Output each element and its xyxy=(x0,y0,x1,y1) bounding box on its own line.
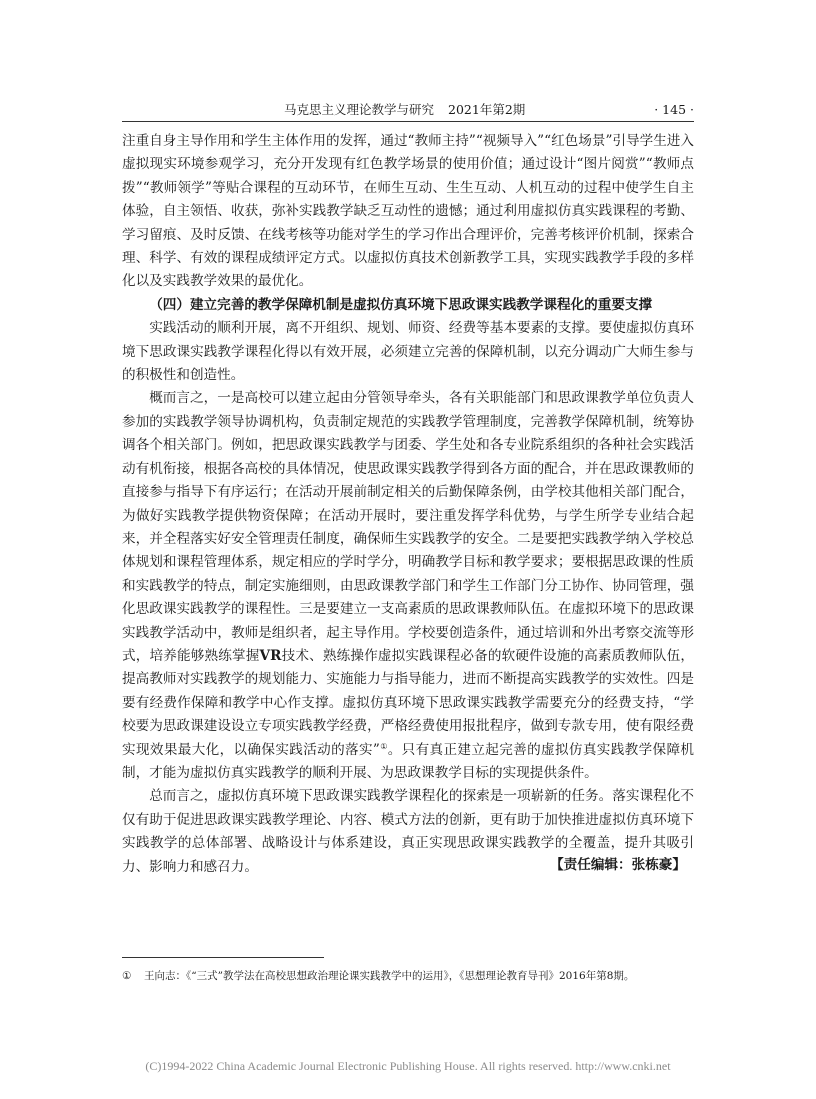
paragraph xyxy=(122,387,694,785)
paragraph-text: 技术、熟练操作虚拟实践课程必备的软硬件设施的高素质教师队伍，提高教师对实践教学的规划能力、实施能力与指导能力，进而不断提高实践教学的实效性。四是要有经费作保障和教学中心作支撑。虚拟仿真环境下思政课实践教学需要充分的经费支持，“学校要为思政课建设设立专项实践教学经费，严格经费使用报批程序，做到专款专用，使有限经费实现效果最大化，以确保实践活动的落实” xyxy=(122,647,695,758)
journal-issue: 2021年第2期 xyxy=(448,102,526,117)
paragraph-text: 概而言之，一是高校可以建立起由分管领导牵头，各有关职能部门和思政课教学单位负责人参加的实践教学领导协调机构，负责制定规范的实践教学管理制度，完善教学保障机制，统筹协调各个相关部门。例如，把思政课实践教学与团委、学生处和各专业院系组织的各种社会实践活动有机衔接，根据各高校的具体情况，使思政课实践教学得到各方面的配合，并在思政课教师的直接参与指导下有序运行；在活动开展前制定相关的后勤保障条例，由学校其他相关部门配合，为做好实践教学提供物资保障；在活动开展时，要注重发挥学科优势，与学生所学专业结合起来，并全程落实好安全管理责任制度，确保师生实践教学的安全。二是要把实践教学纳入学校总体规划和课程管理体系，规定相应的学时学分，明确教学目标和教学要求；要根据思政课的性质和实践教学的特点，制定实施细则，由思政课教学部门和学生工作部门分工协作、协同管理，强化思政课实践教学的课程性。三是要建立一支高素质的思政课教师队伍。在虚拟环境下的思政课实践教学活动中，教师是组织者，起主导作用。学校要创造条件，通过培训和外出考察交流等形式，培养能够熟练掌握 xyxy=(122,390,694,664)
footnote xyxy=(122,968,634,984)
footnote-divider xyxy=(122,957,324,958)
page-number: · 145 · xyxy=(654,102,694,117)
footnote-reference[interactable]: ① xyxy=(379,741,388,751)
copyright-notice: (C)1994-2022 China Academic Journal Electronic Publishing House. All rights reserved. http://www.cnki.net xyxy=(145,1059,671,1073)
footnote-mark: ① xyxy=(122,970,132,982)
section-heading: （四）建立完善的教学保障机制是虚拟仿真环境下思政课实践教学课程化的重要支撑 xyxy=(149,296,653,313)
paragraph: 实践活动的顺利开展，离不开组织、规划、师资、经费等基本要素的支撑。要使虚拟仿真环境下思政课实践教学课程化得以有效开展，必须建立完善的保障机制，以充分调动广大师生参与的积极性和创造性。 xyxy=(122,320,694,384)
running-header xyxy=(122,101,694,122)
paragraph: 总而言之，虚拟仿真环境下思政课实践教学课程化的探索是一项崭新的任务。落实课程化不仅有助于促进思政课实践教学理论、内容、模式方法的创新，更有助于加快推进虚拟仿真环境下实践教学的总体部署、战略设计与体系建设，真正实现思政课实践教学的全覆盖，提升其吸引力、影响力和感召力。 xyxy=(122,788,694,875)
journal-title: 马克思主义理论教学与研究 2021年第2期 xyxy=(284,102,526,117)
responsible-editor: 【责任编辑：张栋豪】 xyxy=(550,857,686,873)
footnote-text: 王向志：《“三式”教学法在高校思想政治理论课实践教学中的运用》，《思想理论教育导刊》2016年第8期。 xyxy=(144,970,635,982)
paragraph-continued: 注重自身主导作用和学生主体作用的发挥，通过“教师主持”“视频导入”“红色场景”引导学生进入虚拟现实环境参观学习，充分开发现有红色教学场景的使用价值；通过设计“图片阅赏”“教师点拨”“教师领学”等贴合课程的互动环节，在师生互动、生生互动、人机互动的过程中使学生自主体验，自主领悟、收获，弥补实践教学缺乏互动性的遗憾；通过利用虚拟仿真实践课程的考勤、学习留痕、及时反馈、在线考核等功能对学生的学习作出合理评价，完善考核评价机制，探索合理、科学、有效的课程成绩评定方式。以虚拟仿真技术创新教学工具，实现实践教学手段的多样化以及实践教学效果的最优化。 xyxy=(122,133,694,290)
vr-term: VR xyxy=(259,647,282,664)
article-body xyxy=(122,130,694,879)
paragraph-text: 。只有真正建立起完善的虚拟仿真实践教学保障机制，才能为虚拟仿真实践教学的顺利开展、为思政课教学目标的实现提供条件。 xyxy=(122,741,695,781)
